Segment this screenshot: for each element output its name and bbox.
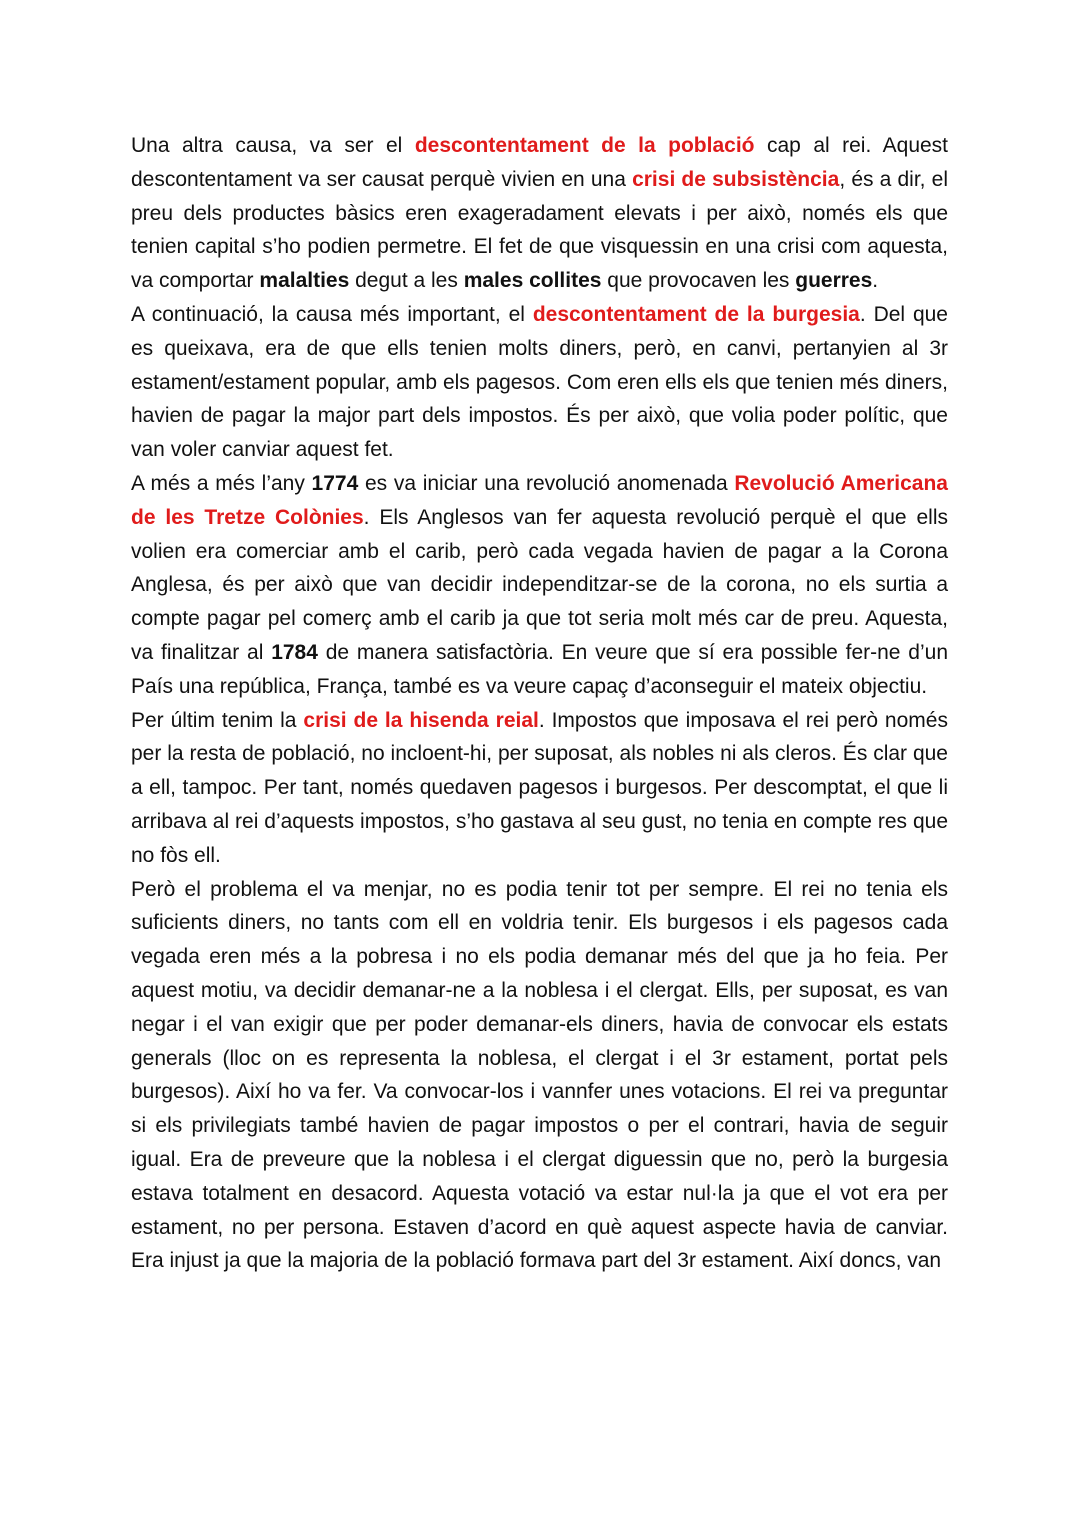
paragraph-burgesia [131,298,948,467]
text-run: degut a les [349,269,464,293]
text-run: . Impostos que imposava el rei però només per la resta de població, no incloent-hi, per suposat, als nobles ni als cleros. És clar que a ell, tampoc. Per tant, només quedaven pagesos i burgesos. Per descomptat, el que li arribava al rei d’aquests impostos, s’ho gastava al seu gust, no tenia en compte res que no fòs ell. [131,708,948,867]
text-run: cap al rei. Aquest descontentament va ser causat perquè vivien en una [131,134,949,191]
bold-males-collites: males collites [463,269,602,293]
highlight-crisi-subsistencia: crisi de subsistència [632,167,840,191]
text-run: , és a dir, el preu dels productes bàsics eren exageradament elevats i per això, només els que tenien capital s’ho podien permetre. El fet de que visquessin en una crisi com aquesta, va comportar [131,167,949,293]
highlight-descontentament-poblacio: descontentament de la població [414,134,755,157]
paragraph-poblacio [131,129,948,298]
text-run: A més a més l’any [131,471,312,495]
bold-malalties: malalties [259,269,350,293]
text-run: Per últim tenim la [131,708,304,732]
paragraph-estats-generals [131,873,948,1279]
paragraph-hisenda-reial [131,704,948,873]
text-run: . Els Anglesos van fer aquesta revolució perquè el que ells volien era comerciar amb el carib, però cada vegada havien de pagar a la Corona Anglesa, és per això que van decidir independitzar-se de la corona, no els surtia a compte pagar pel comerç amb el carib ja que tot seria molt més car de preu. Aquesta, va finalitzar al [131,505,948,664]
document-body [131,129,948,1278]
highlight-revolucio-americana: Revolució Americana de les Tretze Colònies [131,471,948,529]
text-run: es va iniciar una revolució anomenada [358,471,735,495]
text-run: A continuació, la causa més important, el [131,302,533,326]
paragraph-revolucio-americana [131,467,948,704]
bold-year-1774: 1774 [311,471,359,495]
text-run: . Del que es queixava, era de que ells tenien molts diners, però, en canvi, pertanyien al 3r estament/estament popular, amb els pagesos. Com eren ells els que tenien més diners, havien de pagar la major part dels impostos. És per això, que volia poder polític, que van voler canviar aquest fet. [131,302,948,462]
highlight-crisi-hisenda-reial: crisi de la hisenda reial [303,708,539,732]
text-run: Una altra causa, va ser el [131,134,415,157]
text-run: Però el problema el va menjar, no es podia tenir tot per sempre. El rei no tenia els suficients diners, no tants com ell en voldria tenir. Els burgesos i els pagesos cada vegada eren més a la pobresa i no els podia demanar més del que ja ho feia. Per aquest motiu, va decidir demanar-ne a la noblesa i el clergat. Ells, per suposat, es van negar i el van exigir que per poder demanar-els diners, havia de convocar els estats generals (lloc on es representa la noblesa, el clergat i el 3r estament, portat pels burgesos). Així ho va fer. Va convocar-los i vannfer unes votacions. El rei va preguntar si els privilegiats també havien de pagar impostos o per el contrari, havia de seguir igual. Era de preveure que la noblesa i el clergat diguessin que no, però la burgesia estava totalment en desacord. Aquesta votació va estar nul·la ja que el vot era per estament, no per persona. Estaven d’acord en què aquest aspecte havia de canviar. Era injust ja que la majoria de la població formava part del 3r estament. Així doncs, van [131,877,948,1273]
bold-guerres: guerres [795,269,873,293]
text-run: que provocaven les [601,269,796,293]
text-run: de manera satisfactòria. En veure que sí era possible fer-ne d’un País una república, França, també es va veure capaç d’aconseguir el mateix objectiu. [131,640,948,698]
highlight-descontentament-burgesia: descontentament de la burgesia [532,302,860,326]
bold-year-1784: 1784 [271,640,318,664]
text-run: . [872,269,879,293]
